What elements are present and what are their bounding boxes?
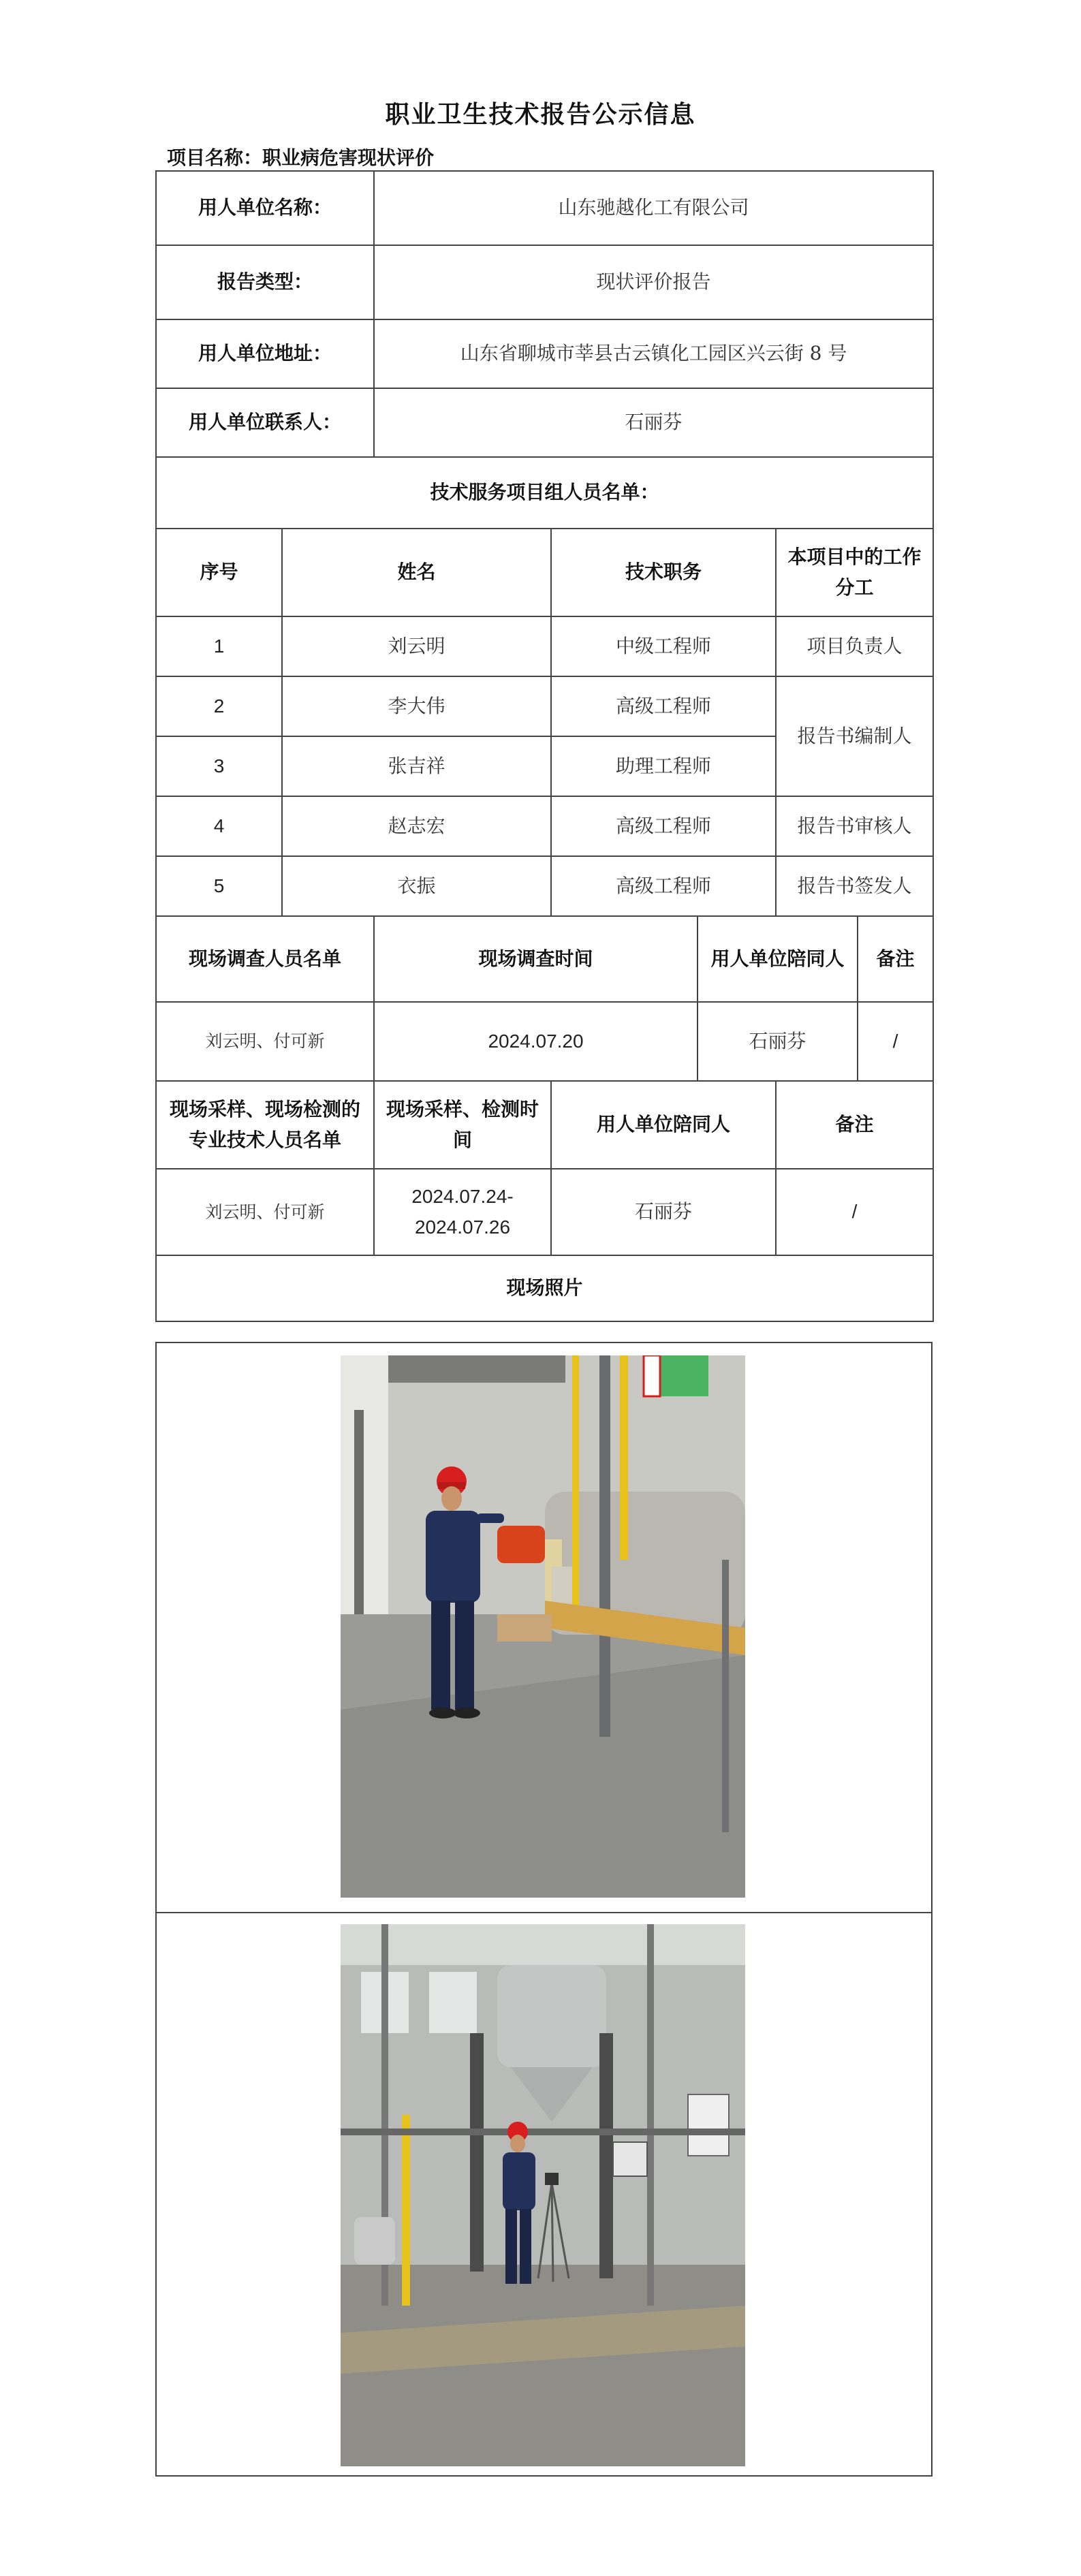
sampling-staff: 刘云明、付可新 [156,1169,374,1255]
survey-header-companion: 用人单位陪同人 [698,916,858,1002]
site-photo-workshop-sampling [341,1924,745,2466]
page-title: 职业卫生技术报告公示信息 [385,101,696,129]
sampling-time-end: 2024.07.26 [414,1216,511,1238]
table-row [156,796,933,856]
unit-name-value: 山东驰越化工有限公司 [374,171,933,245]
unit-contact-value: 石丽芬 [374,388,933,457]
team-header-role: 本项目中的工作分工 [776,529,933,616]
report-type-value: 现状评价报告 [374,245,933,319]
survey-header-note: 备注 [858,916,933,1002]
sampling-time [374,1169,551,1255]
photo-box [155,1342,933,2477]
team-no: 4 [156,796,282,856]
site-photo-boiler-room [341,1355,745,1898]
sampling-note: / [776,1169,933,1255]
sampling-header-companion: 用人单位陪同人 [551,1081,776,1169]
team-member-title: 助理工程师 [551,736,776,796]
team-header-no: 序号 [156,529,282,616]
photos-heading: 现场照片 [156,1255,933,1321]
team-no: 5 [156,856,282,916]
survey-header-staff: 现场调查人员名单 [156,916,374,1002]
team-member-title: 高级工程师 [551,856,776,916]
table-row [156,676,933,736]
unit-name-label: 用人单位名称： [156,171,374,245]
team-member-name: 李大伟 [282,676,551,736]
team-heading: 技术服务项目组人员名单： [156,457,933,529]
sampling-time-start: 2024.07.24- [411,1185,514,1207]
team-no: 1 [156,616,282,676]
unit-address-label: 用人单位地址： [156,319,374,388]
info-table [155,170,934,1322]
team-member-role: 报告书签发人 [776,856,933,916]
photo-divider [157,1912,931,1913]
survey-time: 2024.07.20 [374,1002,698,1081]
unit-contact-label: 用人单位联系人： [156,388,374,457]
unit-address-value: 山东省聊城市莘县古云镇化工园区兴云街 8 号 [374,319,933,388]
sampling-header-time: 现场采样、检测时间 [374,1081,551,1169]
survey-header-time: 现场调查时间 [374,916,698,1002]
team-member-role: 报告书审核人 [776,796,933,856]
survey-companion: 石丽芬 [698,1002,858,1081]
table-row [156,856,933,916]
team-member-role: 项目负责人 [776,616,933,676]
team-header-title: 技术职务 [551,529,776,616]
team-no: 3 [156,736,282,796]
team-member-name: 刘云明 [282,616,551,676]
report-type-label: 报告类型： [156,245,374,319]
survey-staff: 刘云明、付可新 [156,1002,374,1081]
team-header-name: 姓名 [282,529,551,616]
sampling-companion: 石丽芬 [551,1169,776,1255]
team-no: 2 [156,676,282,736]
team-member-title: 高级工程师 [551,676,776,736]
team-member-title: 中级工程师 [551,616,776,676]
sampling-header-note: 备注 [776,1081,933,1169]
project-name: 项目名称：职业病危害现状评价 [167,146,435,169]
table-row [156,616,933,676]
team-member-role: 报告书编制人 [776,676,933,796]
team-member-name: 赵志宏 [282,796,551,856]
team-member-name: 张吉祥 [282,736,551,796]
survey-note: / [858,1002,933,1081]
team-member-title: 高级工程师 [551,796,776,856]
sampling-header-staff: 现场采样、现场检测的专业技术人员名单 [156,1081,374,1169]
team-member-name: 衣振 [282,856,551,916]
